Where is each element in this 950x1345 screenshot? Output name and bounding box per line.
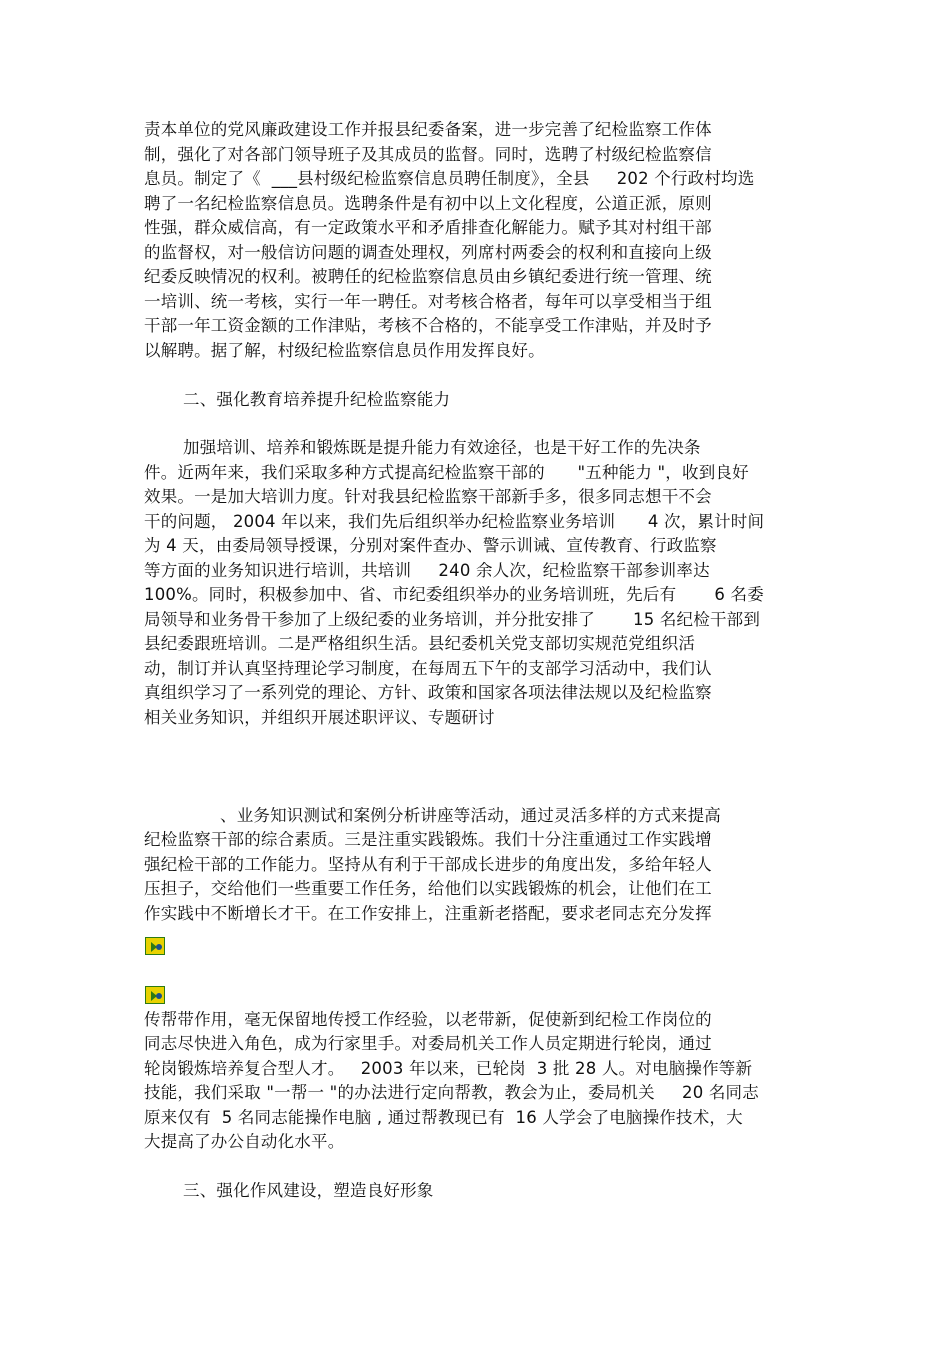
text-line: 同志尽快进入角色，成为行家里手。对委局机关工作人员定期进行轮岗，通过 [144,1034,712,1053]
text-line: 技能，我们采取 "一帮一 "的办法进行定向帮教，教会为止，委局机关 20 名同志 [144,1083,759,1102]
image-placeholder-icon [145,986,165,1004]
text-line: 传帮带作用，毫无保留地传授工作经验，以老带新，促使新到纪检工作岗位的 [144,1010,712,1029]
text-line: 以解聘。据了解，村级纪检监察信息员作用发挥良好。 [144,341,545,360]
text-line: 制，强化了对各部门领导班子及其成员的监督。同时，选聘了村级纪检监察信 [144,145,712,164]
text-line: 一培训、统一考核，实行一年一聘任。对考核合格者，每年可以享受相当于组 [144,292,712,311]
text-line: 动，制订并认真坚持理论学习制度，在每周五下午的支部学习活动中，我们认 [144,659,712,678]
text-line: 聘了一名纪检监察信息员。选聘条件是有初中以上文化程度，公道正派，原则 [144,194,712,213]
text-line: 100%。同时，积极参加中、省、市纪委组织举办的业务培训班，先后有 6 名委 [144,585,764,604]
text-line: 强纪检干部的工作能力。坚持从有利于干部成长进步的角度出发，多给年轻人 [144,855,712,874]
text-line: 干部一年工资金额的工作津贴，考核不合格的，不能享受工作津贴，并及时予 [144,316,712,335]
text-line: 件。近两年来，我们采取多种方式提高纪检监察干部的 "五种能力 "，收到良好 [144,463,749,482]
text-line: 纪检监察干部的综合素质。三是注重实践锻炼。我们十分注重通过工作实践增 [144,830,712,849]
text-line: 加强培训、培养和锻炼既是提升能力有效途径，也是干好工作的先决条 [183,438,701,457]
text-line: 轮岗锻炼培养复合型人才。 2003 年以来，已轮岗 3 批 28 人。对电脑操作等新 [144,1059,753,1078]
text-line: 的监督权，对一般信访问题的调查处理权，列席村两委会的权利和直接向上级 [144,243,712,262]
text-line: 息员。制定了《 ___县村级纪检监察信息员聘任制度》，全县 202 个行政村均选 [144,169,755,188]
section-heading-2: 二、强化教育培养提升纪检监察能力 [183,390,451,409]
text-line: 为 4 天，由委局领导授课，分别对案件查办、警示训诫、宣传教育、行政监察 [144,536,717,555]
text-line: 责本单位的党风廉政建设工作并报县纪委备案，进一步完善了纪检监察工作体 [144,120,712,139]
text-line: 相关业务知识，并组织开展述职评议、专题研讨 [144,708,495,727]
text-line: 原来仅有 5 名同志能操作电脑 , 通过帮教现已有 16 人学会了电脑操作技术，大 [144,1108,743,1127]
text-line: 、业务知识测试和案例分析讲座等活动，通过灵活多样的方式来提高 [220,806,721,825]
text-line: 县纪委跟班培训。二是严格组织生活。县纪委机关党支部切实规范党组织活 [144,634,696,653]
text-line: 压担子，交给他们一些重要工作任务，给他们以实践锻炼的机会，让他们在工 [144,879,712,898]
text-line: 效果。一是加大培训力度。针对我县纪检监察干部新手多，很多同志想干不会 [144,487,712,506]
text-line: 作实践中不断增长才干。在工作安排上，注重新老搭配，要求老同志充分发挥 [144,904,712,923]
section-heading-3: 三、强化作风建设，塑造良好形象 [183,1181,434,1200]
image-placeholder-icon [145,937,165,955]
text-line: 等方面的业务知识进行培训，共培训 240 余人次，纪检监察干部参训率达 [144,561,710,580]
text-line: 真组织学习了一系列党的理论、方针、政策和国家各项法律法规以及纪检监察 [144,683,712,702]
text-line: 局领导和业务骨干参加了上级纪委的业务培训，并分批安排了 15 名纪检干部到 [144,610,761,629]
text-line: 纪委反映情况的权利。被聘任的纪检监察信息员由乡镇纪委进行统一管理、统 [144,267,712,286]
text-line: 干的问题， 2004 年以来，我们先后组织举办纪检监察业务培训 4 次，累计时间 [144,512,765,531]
text-line: 性强，群众威信高，有一定政策水平和矛盾排查化解能力。赋予其对村组干部 [144,218,712,237]
text-line: 大提高了办公自动化水平。 [144,1132,345,1151]
